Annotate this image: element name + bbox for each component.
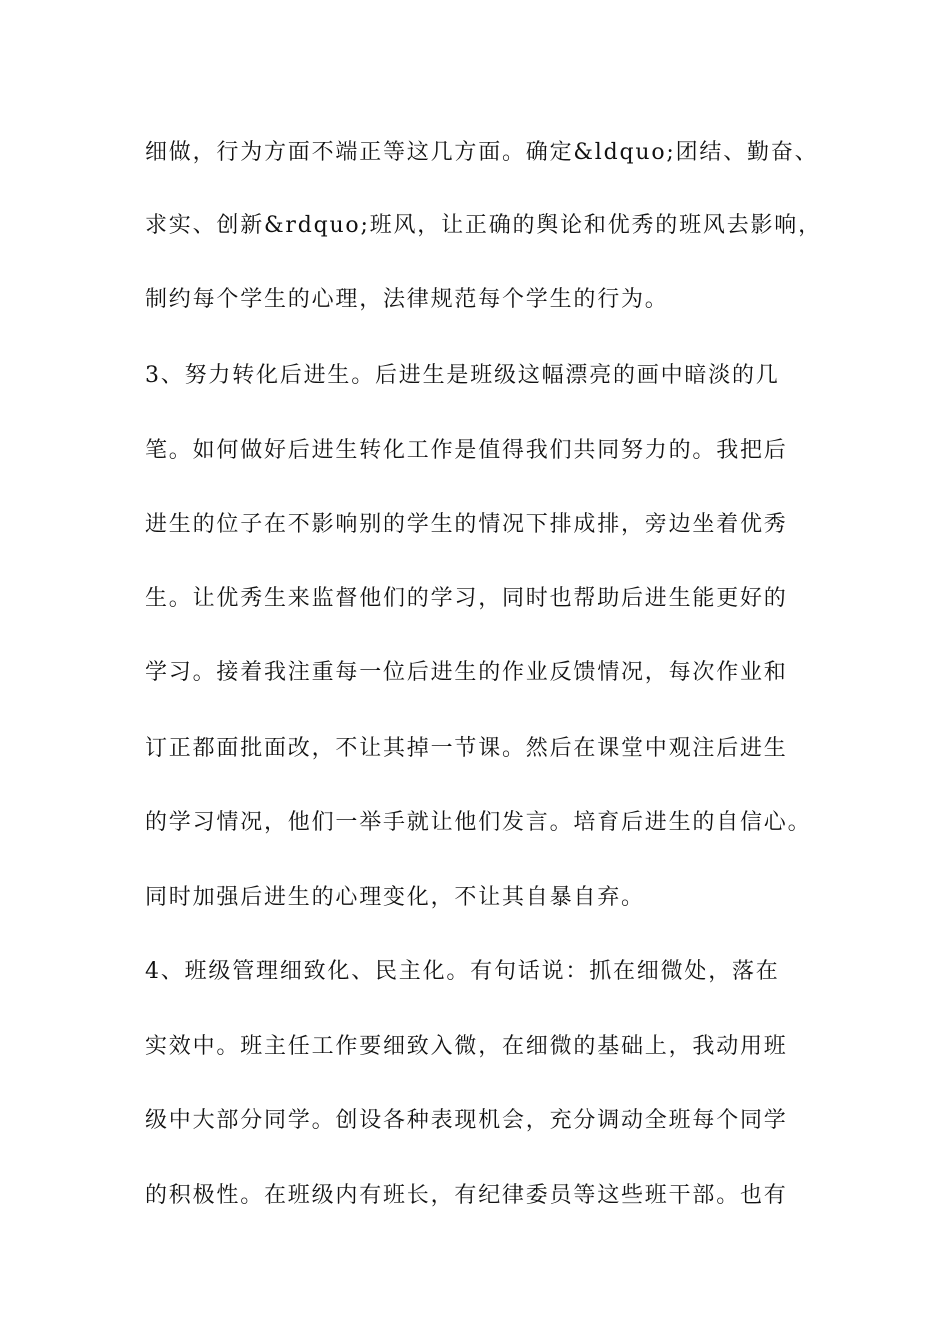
text-line: 笔。如何做好后进生转化工作是值得我们共同努力的。我把后 bbox=[145, 438, 788, 463]
text-line: 进生的位子在不影响别的学生的情况下排成排，旁边坐着优秀 bbox=[145, 512, 788, 537]
text-line: 学习。接着我注重每一位后进生的作业反馈情况，每次作业和 bbox=[145, 660, 788, 685]
text-line: 级中大部分同学。创设各种表现机会，充分调动全班每个同学 bbox=[145, 1108, 788, 1133]
text-line: 制约每个学生的心理，法律规范每个学生的行为。 bbox=[145, 287, 669, 312]
text-line: 同时加强后进生的心理变化，不让其自暴自弃。 bbox=[145, 885, 645, 910]
text-line: 3、努力转化后进生。后进生是班级这幅漂亮的画中暗淡的几 bbox=[145, 363, 780, 388]
text-line: 生。让优秀生来监督他们的学习，同时也帮助后进生能更好的 bbox=[145, 586, 788, 611]
text-line: 的学习情况，他们一举手就让他们发言。培育后进生的自信心。 bbox=[145, 810, 812, 835]
text-line: 4、班级管理细致化、民主化。有句话说：抓在细微处，落在 bbox=[145, 959, 780, 984]
text-line: 的积极性。在班级内有班长，有纪律委员等这些班干部。也有 bbox=[145, 1183, 788, 1208]
text-line: 实效中。班主任工作要细致入微，在细微的基础上，我动用班 bbox=[145, 1034, 788, 1059]
text-line: 订正都面批面改，不让其掉一节课。然后在课堂中观注后进生 bbox=[145, 736, 788, 761]
text-line: 求实、创新&rdquo;班风，让正确的舆论和优秀的班风去影响， bbox=[145, 213, 822, 238]
text-line: 细做，行为方面不端正等这几方面。确定&ldquo;团结、勤奋、 bbox=[145, 140, 819, 165]
